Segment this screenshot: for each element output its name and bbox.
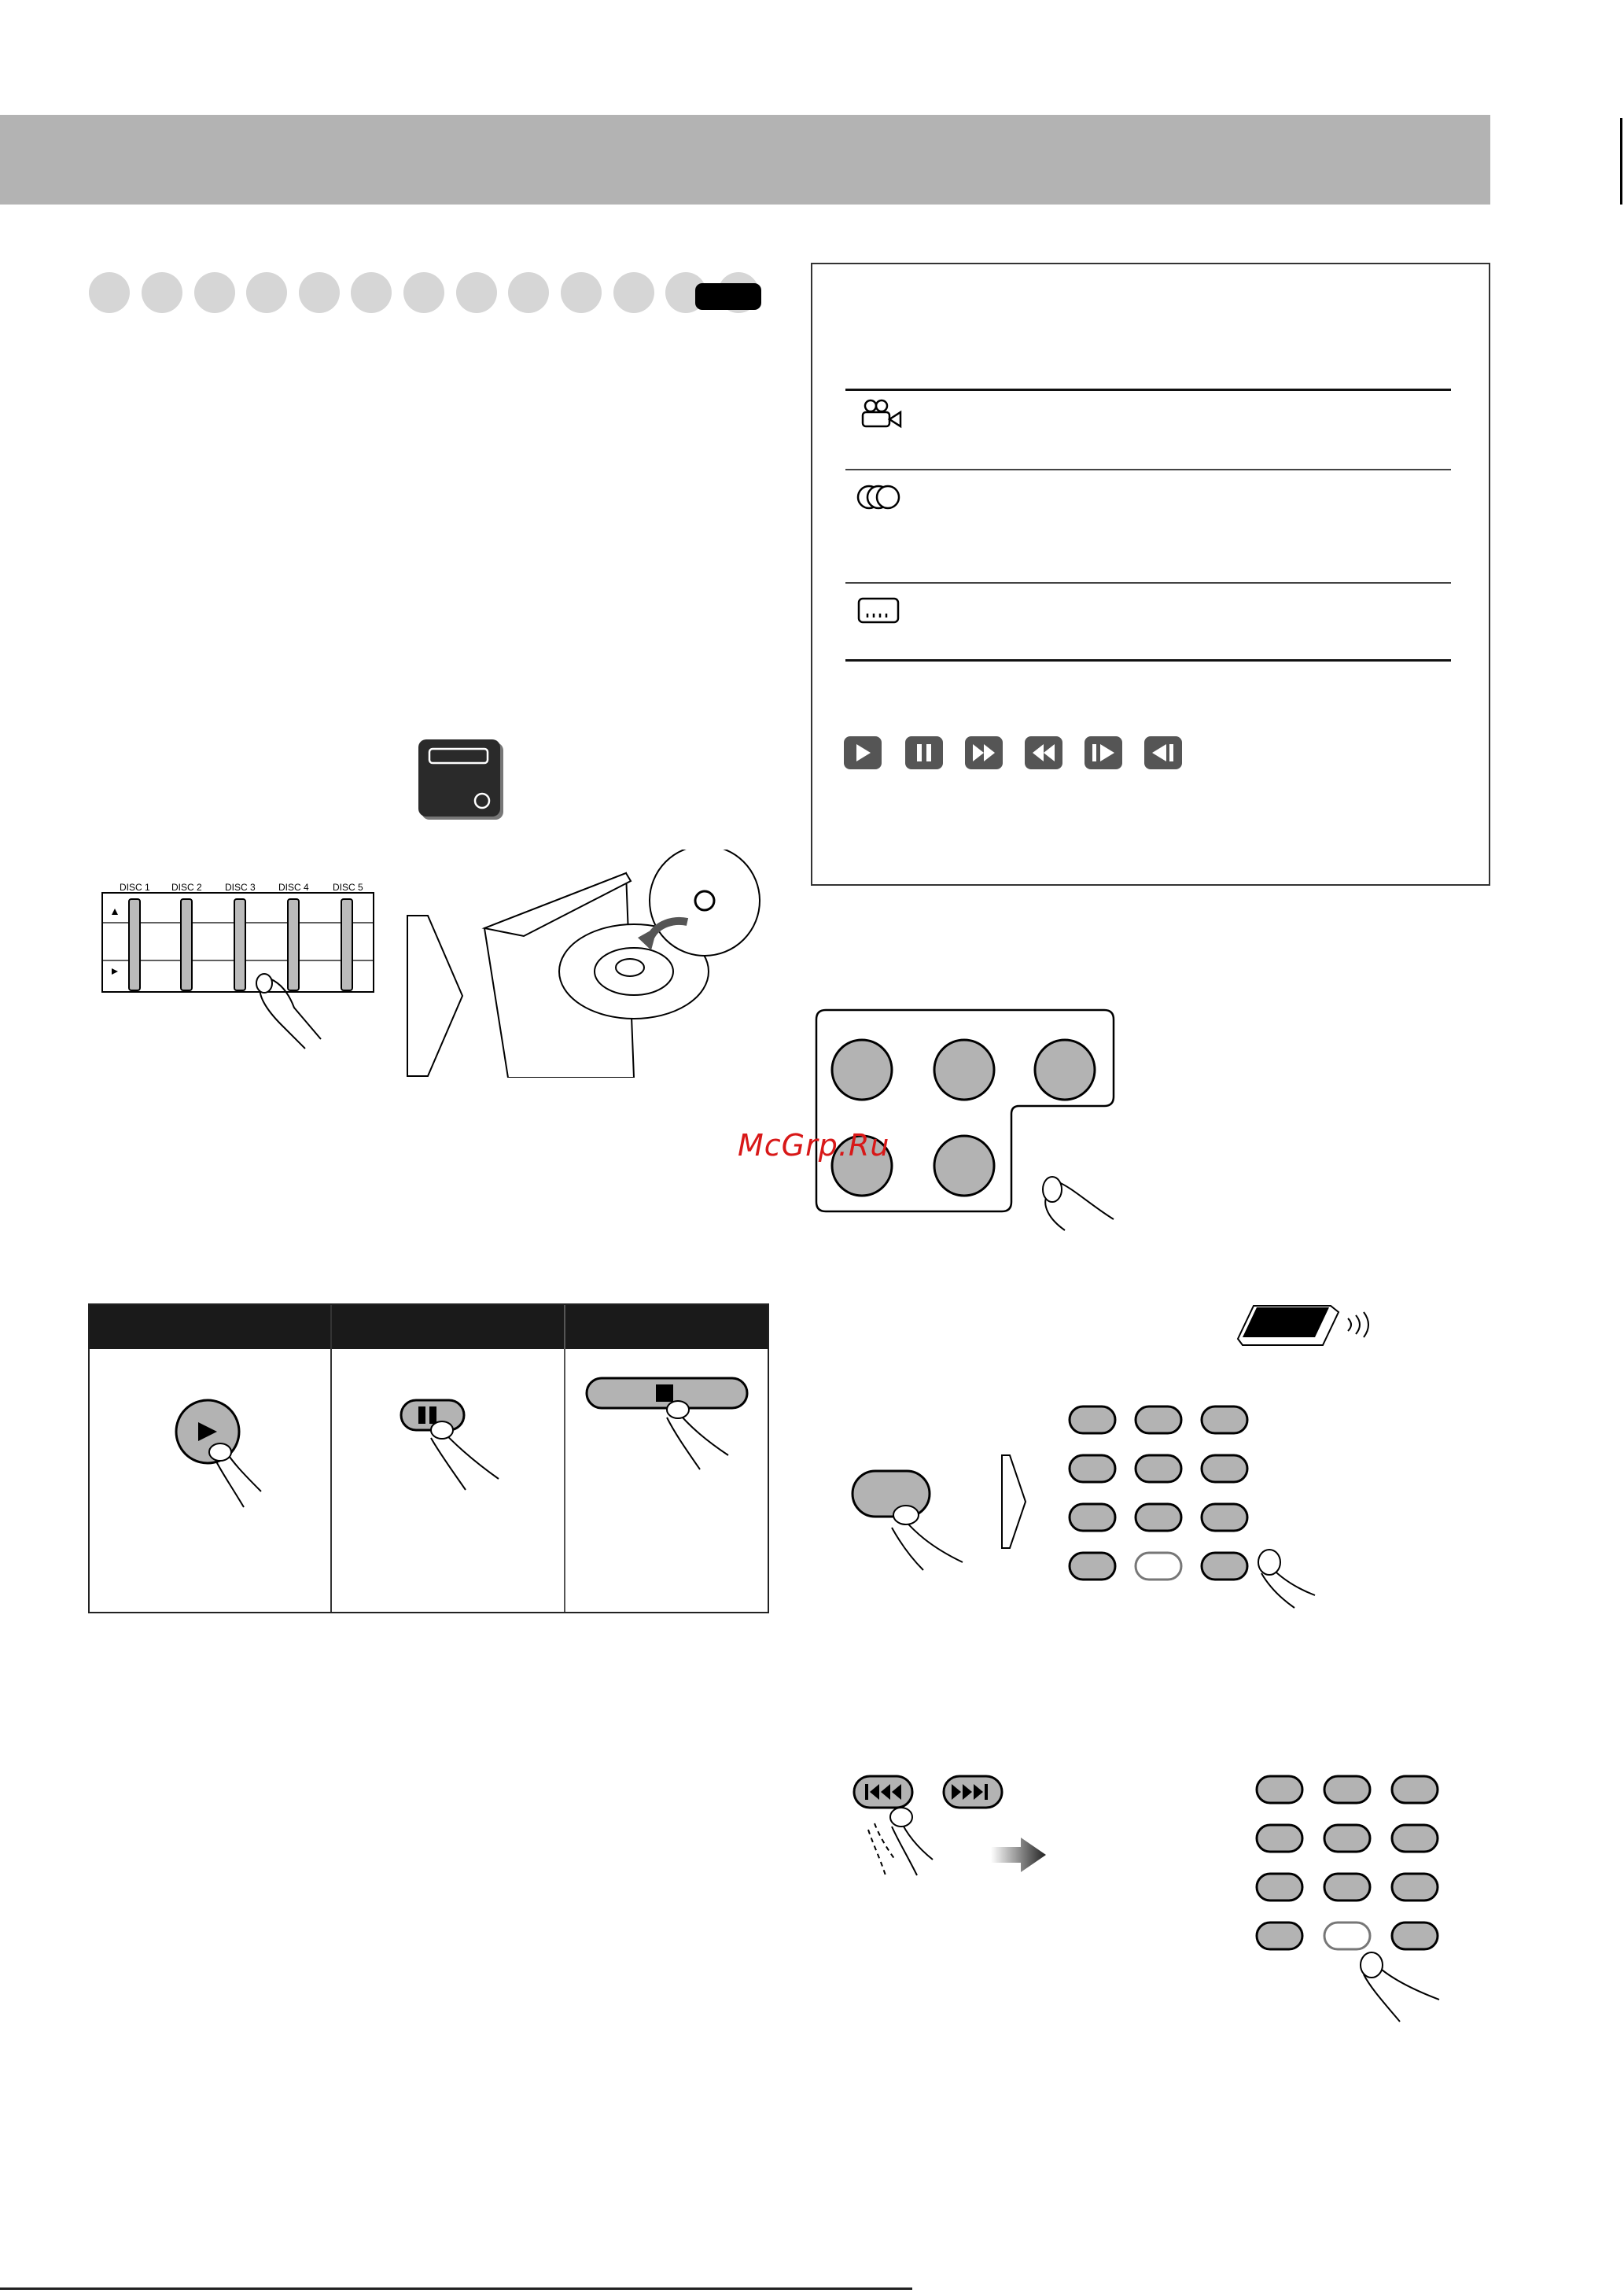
- header-band: [0, 115, 1490, 205]
- numeric-keypad-2[interactable]: [1246, 1768, 1490, 2028]
- disc-number-buttons-illustration: [813, 1007, 1128, 1235]
- disc-info-box: [811, 263, 1490, 886]
- mode-button-icon: [417, 738, 505, 821]
- subtitle-icon: [856, 596, 902, 626]
- divider: [845, 389, 1451, 391]
- disc-label: DISC 1: [120, 882, 150, 893]
- audio-language-icon: [856, 481, 908, 513]
- watermark-text: McGrp.Ru: [738, 1128, 890, 1163]
- divider: [845, 582, 1451, 584]
- divider: [845, 469, 1451, 470]
- slow-reverse-icon: [1144, 736, 1182, 769]
- heading-dot: [299, 272, 340, 313]
- page-edge-mark: [1620, 118, 1622, 205]
- remote-control-icon: [1236, 1301, 1378, 1353]
- heading-dot: [508, 272, 549, 313]
- heading-dot: [351, 272, 392, 313]
- divider: [845, 659, 1451, 662]
- disc-label: DISC 4: [278, 882, 309, 893]
- slow-forward-icon: [1085, 736, 1122, 769]
- play-button[interactable]: [167, 1389, 293, 1515]
- operations-table-header: [90, 1305, 768, 1349]
- skip-buttons-illustration[interactable]: [851, 1771, 1055, 1885]
- disc-label: DISC 5: [333, 882, 363, 893]
- footer-rule: [0, 2287, 912, 2290]
- disc-slots-illustration: [101, 891, 376, 1056]
- pause-button[interactable]: [396, 1397, 522, 1499]
- numeric-keypad[interactable]: [1062, 1399, 1337, 1611]
- play-icon: [844, 736, 882, 769]
- heading-dot: [142, 272, 182, 313]
- arrow-right-icon: [999, 1452, 1030, 1551]
- disc-loading-illustration: [477, 850, 768, 1078]
- disc-label: DISC 3: [225, 882, 256, 893]
- column-divider: [564, 1305, 565, 1612]
- heading-dot: [194, 272, 235, 313]
- heading-dot: [89, 272, 130, 313]
- camera-angle-icon: [858, 398, 904, 431]
- arrow-right-icon: [404, 912, 467, 1079]
- heading-dot: [246, 272, 287, 313]
- column-divider: [330, 1305, 332, 1612]
- heading-dot: [456, 272, 497, 313]
- heading-dot: [403, 272, 444, 313]
- transport-icons-row: [842, 735, 1220, 772]
- fast-reverse-icon: [1025, 736, 1062, 769]
- disc-label: DISC 2: [171, 882, 202, 893]
- stop-button[interactable]: [582, 1373, 750, 1476]
- pause-icon: [905, 736, 943, 769]
- remote-only-badge: [695, 283, 761, 310]
- select-key-illustration[interactable]: [848, 1465, 974, 1575]
- heading-dot: [561, 272, 602, 313]
- fast-forward-icon: [965, 736, 1003, 769]
- heading-dot: [613, 272, 654, 313]
